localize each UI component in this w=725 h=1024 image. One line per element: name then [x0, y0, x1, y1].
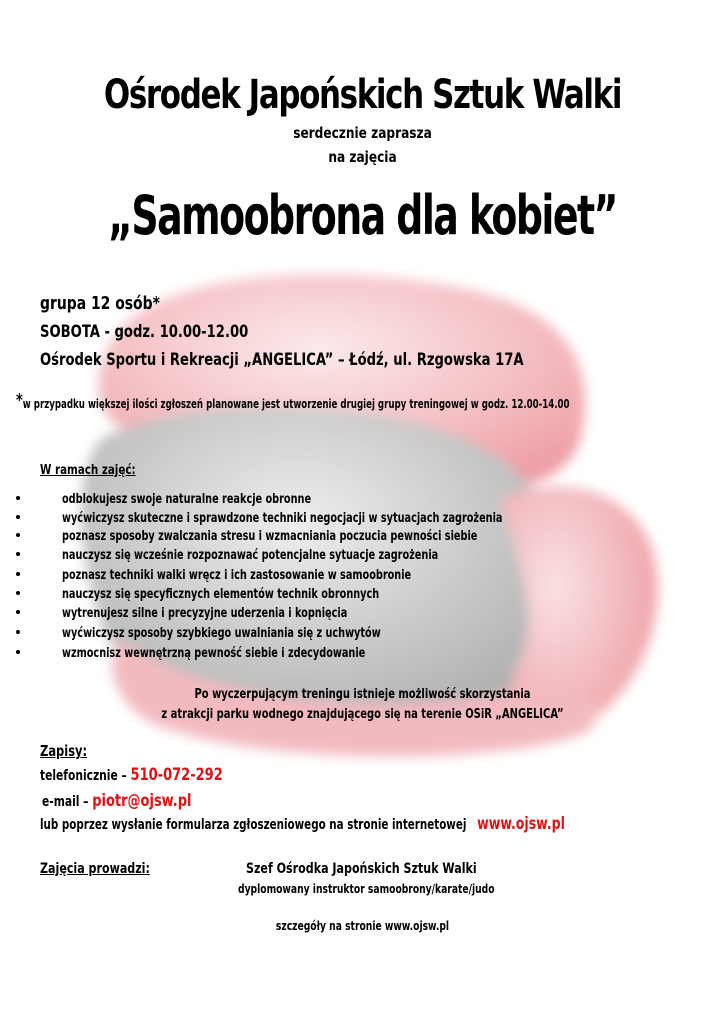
- invitation-line-1: serdecznie zaprasza: [293, 124, 432, 142]
- benefit-text: nauczysz się specyficznych elementów technik obronnych: [62, 586, 380, 602]
- benefit-text: odblokujesz swoje naturalne reakcje obronne: [62, 491, 312, 507]
- details-footer: szczegóły na stronie www.ojsw.pl: [275, 919, 450, 933]
- schedule: SOBOTA - godz. 10.00-12.00: [40, 322, 249, 342]
- benefit-text: nauczysz się wcześnie rozpoznawać potencjalne sytuacje zagrożenia: [62, 547, 439, 563]
- phone-line: [40, 765, 223, 785]
- instructor-heading: Zajęcia prowadzi:: [40, 861, 150, 877]
- phone-number[interactable]: 510-072-292: [130, 765, 223, 785]
- organization-title: Ośrodek Japońskich Sztuk Walki: [103, 72, 622, 118]
- email-line: [42, 791, 191, 811]
- benefit-list-item: [0, 547, 725, 565]
- benefit-text: wyćwiczysz sposoby szybkiego uwalniania się z uchwytów: [62, 625, 381, 641]
- benefit-list-item: [0, 491, 725, 509]
- bullet-icon: [16, 572, 20, 576]
- benefit-text: wyćwiczysz skuteczne i sprawdzone techniki negocjacji w sytuacjach zagrożenia: [62, 510, 503, 526]
- aquapark-note-line-1: Po wyczerpującym treningu istnieje możliwość skorzystania: [194, 686, 531, 702]
- benefit-list-item: [0, 567, 725, 585]
- email-link[interactable]: piotr@ojsw.pl: [92, 791, 192, 811]
- benefit-list-item: [0, 586, 725, 604]
- benefit-list-item: [0, 510, 725, 528]
- bullet-icon: [16, 630, 20, 634]
- phone-label: telefonicznie –: [40, 768, 127, 784]
- benefits-heading: W ramach zajęć:: [40, 462, 136, 478]
- footnote: [16, 392, 570, 413]
- benefit-list-item: [0, 528, 725, 546]
- benefit-list-item: [0, 605, 725, 623]
- benefit-text: poznasz techniki walki wręcz i ich zastosowanie w samoobronie: [62, 567, 412, 583]
- benefit-text: wzmocnisz wewnętrzną pewność siebie i zdecydowanie: [62, 645, 366, 661]
- aquapark-note-line-2: z atrakcji parku wodnego znajdującego się na terenie OSiR „ANGELICA”: [161, 706, 564, 722]
- benefit-text: poznasz sposoby zwalczania stresu i wzmacniania poczucia pewności siebie: [62, 528, 478, 544]
- group-size: grupa 12 osób*: [40, 293, 160, 314]
- venue-address: Ośrodek Sportu i Rekreacji „ANGELICA” – Łódź, ul. Rzgowska 17A: [40, 350, 524, 370]
- bullet-icon: [16, 552, 20, 556]
- benefit-list-item: [0, 645, 725, 663]
- benefit-text: wytrenujesz silne i precyzyjne uderzenia i kopnięcia: [62, 605, 348, 621]
- bullet-icon: [16, 591, 20, 595]
- footnote-marker: *: [16, 390, 23, 411]
- footnote-text: w przypadku większej ilości zgłoszeń planowane jest utworzenie drugiej grupy treningowej w godz. 12.00-14.00: [22, 397, 570, 411]
- benefit-list-item: [0, 625, 725, 643]
- signup-heading: Zapisy:: [40, 742, 88, 760]
- invitation-line-2: na zajęcia: [328, 148, 397, 166]
- bullet-icon: [16, 515, 20, 519]
- form-signup-text: lub poprzez wysłanie formularza zgłoszeniowego na stronie internetowej: [40, 817, 467, 833]
- course-title: „Samoobrona dla kobiet”: [108, 184, 617, 247]
- instructor-role: dyplomowany instruktor samoobrony/karate/judo: [238, 882, 495, 896]
- form-signup-line: [40, 814, 565, 834]
- bullet-icon: [16, 496, 20, 500]
- bullet-icon: [16, 650, 20, 654]
- website-link[interactable]: www.ojsw.pl: [477, 814, 565, 834]
- instructor-title: Szef Ośrodka Japońskich Sztuk Walki: [246, 861, 477, 877]
- email-label: e-mail –: [42, 794, 89, 810]
- bullet-icon: [16, 610, 20, 614]
- bullet-icon: [16, 533, 20, 537]
